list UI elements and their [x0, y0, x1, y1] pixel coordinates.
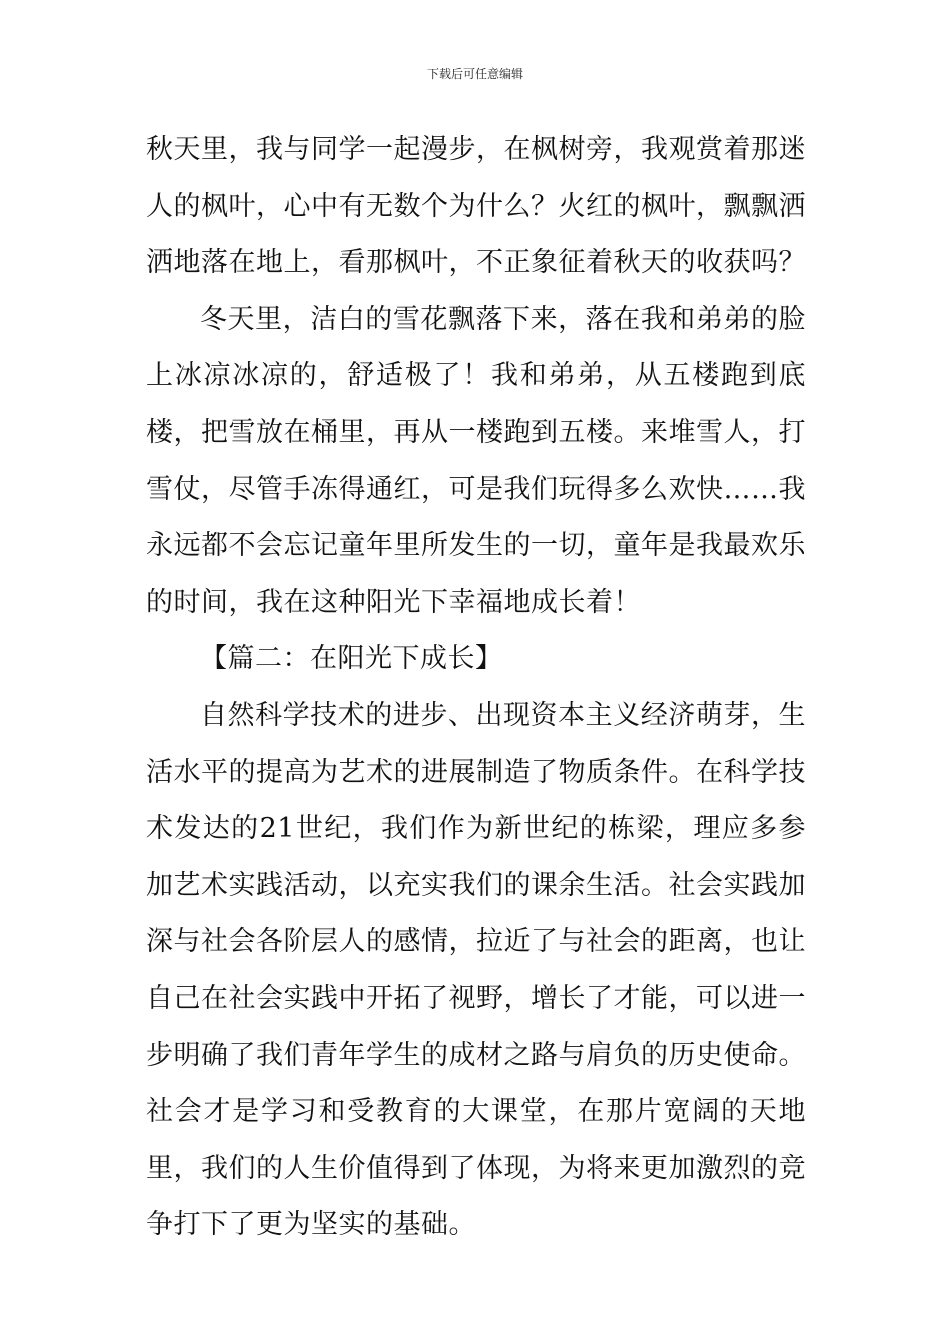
paragraph-autumn: 秋天里，我与同学一起漫步，在枫树旁，我观赏着那迷人的枫叶，心中有无数个为什么？火红的枫叶，飘飘洒洒地落在地上，看那枫叶，不正象征着秋天的收获吗？ [146, 134, 806, 279]
document-body [146, 122, 806, 1254]
paragraph-winter: 冬天里，洁白的雪花飘落下来，落在我和弟弟的脸上冰凉冰凉的，舒适极了！我和弟弟，从五楼跑到底楼，把雪放在桶里，再从一楼跑到五楼。来堆雪人，打雪仗，尽管手冻得通红，可是我们玩得多么欢快……我永远都不会忘记童年里所发生的一切，童年是我最欢乐的时间，我在这种阳光下幸福地成长着！ [146, 303, 806, 618]
page-header: 下载后可任意编辑 [426, 67, 523, 81]
paragraph-science: 自然科学技术的进步、出现资本主义经济萌芽，生活水平的提高为艺术的进展制造了物质条件。在科学技术发达的21世纪，我们作为新世纪的栋梁，理应多参加艺术实践活动，以充实我们的课余生活。社会实践加深与社会各阶层人的感情，拉近了与社会的距离，也让自己在社会实践中开拓了视野，增长了才能，可以进一步明确了我们青年学生的成材之路与肩负的历史使命。社会才是学习和受教育的大课堂，在那片宽阔的天地里，我们的人生价值得到了体现，为将来更加激烈的竞争打下了更为坚实的基础。 [146, 699, 806, 1241]
section-heading: 【篇二：在阳光下成长】 [200, 643, 503, 675]
